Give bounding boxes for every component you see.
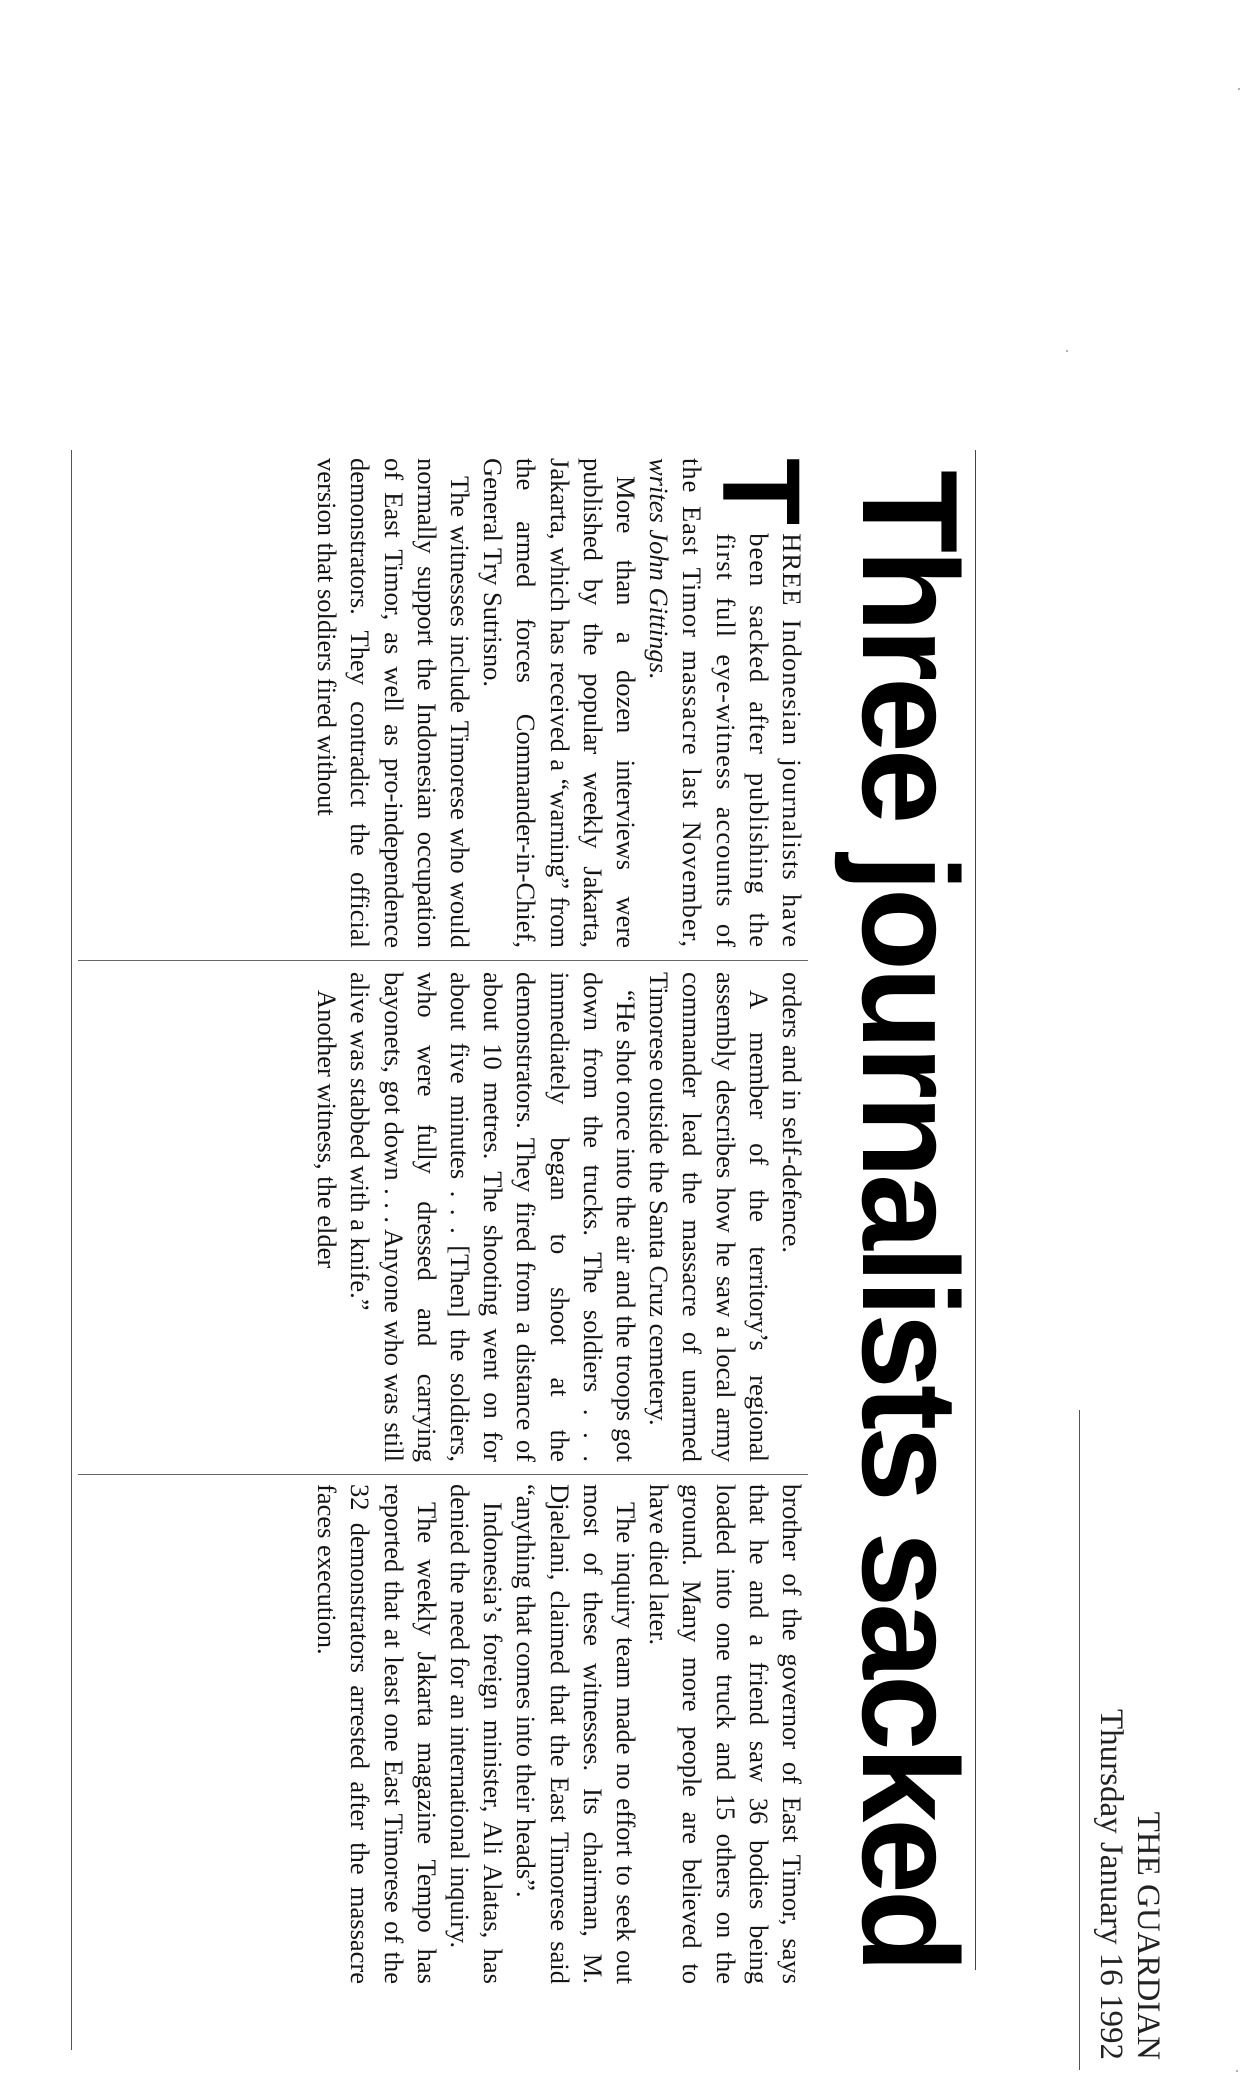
masthead-date: Thursday January 16 1992 [1093,1708,1129,2060]
column-divider [78,960,808,961]
article-column-2 [73,972,808,1462]
paragraph: The weekly Jakarta magazine Tempo has reported that at least one East Timorese of the 32 demonstrators arrested after the massacre faces execution. [312,1484,442,1984]
drop-cap: T [699,458,822,526]
scan-speck [1238,88,1240,90]
paragraph: The witnesses include Timorese who would normally support the Indonesian occupation of East Timor, as well as pro-independence demonstrators. They contradict the official version that soldiers fired without [312,458,475,948]
masthead [1092,1420,1166,2060]
masthead-rule [1079,1410,1080,2070]
masthead-paper-name: THE GUARDIAN [1130,1811,1166,2060]
paragraph: More than a dozen interviews were published by the popular weekly Jakarta, Jakarta, which has received a “warning” from the armed forces Commander-in-Chief, General Try Sutrisno. [478,458,641,948]
headline: Three journalists sacked [834,470,986,1969]
article-column-3 [73,1484,808,1984]
bottom-rule [71,450,72,2050]
byline: writes John Gittings. [644,458,675,680]
paragraph: Another witness, the elder [312,990,343,1269]
paragraph: brother of the governor of East Timor, says that he and a friend saw 36 bodies being loaded into one truck and 15 others on the ground. Many more people are believed to have died later. [644,1484,807,1984]
lead-paragraph: HREE Indonesian journalists have been sacked after publishing the first full eye-witness accounts of the East Timor massacre last November, writes John Gittings. [644,458,807,948]
scan-speck [1236,2070,1238,2072]
paragraph: “He shot once into the air and the troops got down from the trucks. The soldiers . . . immediately began to shoot at the demonstrators. They fired from a distance of about 10 metres. The shooting went on for about five minutes . . . [Then] the soldiers, who were fully dressed and carrying bayonets, got down . . . Anyone who was still alive was stabbed with a knife.” [345,972,641,1462]
article-column-1 [73,458,822,948]
paragraph: A member of the territory’s regional assembly describes how he saw a local army commander lead the massacre of unarmed Timorese outside the Santa Cruz cemetery. [644,972,774,1462]
paragraph: The inquiry team made no effort to seek out most of these witnesses. Its chairman, M. Djaelani, claimed that the East Timorese said “anything that comes into their heads”. [511,1484,641,1984]
scan-speck [1066,350,1068,352]
paragraph: Indonesia’s foreign minister, Ali Alatas, has denied the need for an international inquiry. [444,1484,509,1984]
paragraph: orders and in self-defence. [777,972,807,1254]
column-divider [78,1474,808,1475]
